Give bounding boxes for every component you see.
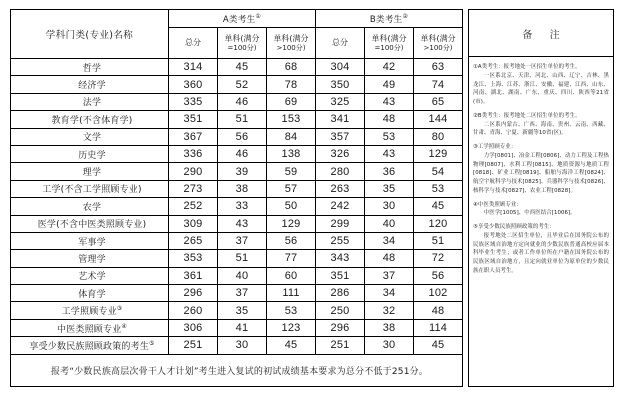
b-gt100-cell: 72 — [414, 250, 463, 267]
discipline-label: 医学(不含中医类照顾专业) — [37, 220, 147, 231]
header-group-a-label: A类考生 — [222, 14, 256, 25]
discipline-cell — [11, 128, 169, 145]
header-group-a-marker: ① — [255, 12, 262, 20]
table-row — [11, 180, 463, 197]
a-gt100-cell: 69 — [267, 93, 316, 110]
a-eq100-cell: 56 — [218, 128, 267, 145]
a-gt100-cell: 78 — [267, 76, 316, 93]
header-group-b-marker: ② — [402, 12, 409, 20]
remark-note-body: 力学[0801]、冶金工程[0806]、动力工程及工程热物理[0807]、水利工程[0815]、地质资源与地质工程[0818]、矿业工程[0819]、船舶与海洋工程[0824]、航空宇航科学与技术[0825]、兵器科学与技术[0826]、核科学与技术[0827]、农业工程[0828]。 — [473, 152, 609, 194]
discipline-label: 工学照顾专业 — [61, 307, 117, 318]
table-row — [11, 250, 463, 267]
table-row — [11, 76, 463, 93]
a-eq100-cell: 40 — [218, 267, 267, 284]
header-a-eq100-l2: =100分) — [227, 43, 257, 52]
a-eq100-cell: 39 — [218, 163, 267, 180]
a-eq100-cell: 51 — [218, 250, 267, 267]
b-eq100-cell: 32 — [365, 302, 414, 319]
a-gt100-cell: 57 — [267, 180, 316, 197]
a-gt100-cell: 77 — [267, 250, 316, 267]
b-total-cell: 250 — [316, 302, 365, 319]
header-a-gt100-l2: >100分) — [276, 43, 306, 52]
header-b-gt100 — [414, 28, 463, 59]
a-total-cell: 251 — [169, 337, 218, 354]
a-total-cell: 314 — [169, 59, 218, 76]
b-eq100-cell: 38 — [365, 319, 414, 336]
discipline-cell — [11, 163, 169, 180]
b-total-cell: 251 — [316, 337, 365, 354]
discipline-cell — [11, 215, 169, 232]
header-group-b-label: B类考生 — [369, 14, 403, 25]
discipline-marker: ③ — [116, 305, 123, 313]
header-a-eq100 — [218, 28, 267, 59]
table-row — [11, 319, 463, 336]
a-gt100-cell: 153 — [267, 111, 316, 128]
b-total-cell: 263 — [316, 180, 365, 197]
discipline-cell — [11, 250, 169, 267]
score-table — [10, 9, 463, 387]
discipline-marker: ⑤ — [149, 339, 155, 347]
table-header — [11, 10, 463, 59]
discipline-cell — [11, 145, 169, 162]
a-total-cell: 296 — [169, 285, 218, 302]
b-total-cell: 341 — [316, 111, 365, 128]
b-total-cell: 357 — [316, 128, 365, 145]
b-eq100-cell: 49 — [365, 76, 414, 93]
discipline-label: 农学 — [82, 202, 102, 213]
b-gt100-cell: 144 — [414, 111, 463, 128]
discipline-cell — [11, 93, 169, 110]
discipline-cell — [11, 285, 169, 302]
a-gt100-cell: 53 — [267, 302, 316, 319]
discipline-cell — [11, 59, 169, 76]
a-eq100-cell: 38 — [218, 180, 267, 197]
table-row — [11, 285, 463, 302]
a-eq100-cell: 51 — [218, 111, 267, 128]
b-gt100-cell: 120 — [414, 215, 463, 232]
discipline-marker: ④ — [121, 322, 127, 330]
b-eq100-cell: 43 — [365, 93, 414, 110]
b-eq100-cell: 30 — [365, 337, 414, 354]
a-eq100-cell: 33 — [218, 198, 267, 215]
a-eq100-cell: 30 — [218, 337, 267, 354]
discipline-label: 军事学 — [78, 237, 106, 248]
discipline-label: 艺术学 — [78, 272, 106, 283]
a-eq100-cell: 43 — [218, 215, 267, 232]
table-row — [11, 302, 463, 319]
a-gt100-cell: 111 — [267, 285, 316, 302]
table-row — [11, 198, 463, 215]
a-gt100-cell: 50 — [267, 198, 316, 215]
b-eq100-cell: 34 — [365, 232, 414, 249]
b-total-cell: 280 — [316, 163, 365, 180]
remark-note — [473, 112, 609, 138]
b-gt100-cell: 114 — [414, 319, 463, 336]
table-row — [11, 337, 463, 354]
footnote-text: 报考“少数民族高层次骨干人才计划”考生进入复试的初试成绩基本要求为总分不低于251分。 — [11, 354, 463, 386]
b-gt100-cell: 51 — [414, 232, 463, 249]
a-eq100-cell: 37 — [218, 232, 267, 249]
a-total-cell: 361 — [169, 267, 218, 284]
header-a-gt100 — [267, 28, 316, 59]
a-total-cell: 290 — [169, 163, 218, 180]
score-table-container — [10, 9, 462, 387]
table-row — [11, 59, 463, 76]
remark-note — [473, 143, 609, 196]
remark-note-title: ④中医类照顾专业： — [473, 201, 522, 208]
remark-note-title: ②B类考生：报考地处二区招生单位的考生。 — [473, 112, 581, 119]
discipline-cell — [11, 111, 169, 128]
remark-note-title: ⑤享受少数民族照顾政策的考生： — [473, 224, 555, 230]
discipline-cell — [11, 76, 169, 93]
a-total-cell: 265 — [169, 232, 218, 249]
a-eq100-cell: 52 — [218, 76, 267, 93]
discipline-label: 教育学(不含体育学) — [51, 115, 133, 126]
remark-note-body: 报考地处二区招生单位，且毕业后在国务院公布的民族区域自治地方定向就业的少数民族普通高校应届本科毕业生考生；或者工作单位所在户籍在国务院公布的民族区域自治地方，且定向就业单位为原单位的少数民族在职人员考生。 — [473, 232, 609, 274]
b-gt100-cell: 54 — [414, 163, 463, 180]
a-total-cell: 273 — [169, 180, 218, 197]
b-gt100-cell: 80 — [414, 128, 463, 145]
remark-note-body: 一区系北京、天津、河北、山西、辽宁、吉林、黑龙江、上海、江苏、浙江、安徽、福建、江西、山东、河南、湖北、湖南、广东、重庆、四川、陕西等21省(市)。 — [473, 72, 609, 105]
b-gt100-cell: 56 — [414, 267, 463, 284]
a-total-cell: 353 — [169, 250, 218, 267]
discipline-label: 中医类照顾专业 — [57, 324, 122, 335]
header-discipline: 学科门类(专业)名称 — [11, 10, 169, 59]
a-gt100-cell: 60 — [267, 267, 316, 284]
table-row — [11, 232, 463, 249]
b-eq100-cell: 37 — [365, 267, 414, 284]
header-a-gt100-l1: 单科(满分 — [273, 34, 309, 44]
b-total-cell: 286 — [316, 285, 365, 302]
b-gt100-cell: 48 — [414, 302, 463, 319]
a-eq100-cell: 37 — [218, 285, 267, 302]
b-total-cell: 296 — [316, 319, 365, 336]
a-gt100-cell: 138 — [267, 145, 316, 162]
b-gt100-cell: 45 — [414, 198, 463, 215]
a-gt100-cell: 56 — [267, 232, 316, 249]
discipline-cell — [11, 302, 169, 319]
b-gt100-cell: 102 — [414, 285, 463, 302]
a-gt100-cell: 45 — [267, 337, 316, 354]
a-total-cell: 336 — [169, 145, 218, 162]
discipline-cell — [11, 319, 169, 336]
remark-note — [473, 63, 609, 107]
b-eq100-cell: 53 — [365, 128, 414, 145]
header-b-gt100-l2: >100分) — [423, 43, 453, 52]
b-eq100-cell: 48 — [365, 111, 414, 128]
table-footer — [11, 354, 463, 386]
b-total-cell: 350 — [316, 76, 365, 93]
discipline-label: 文学 — [82, 133, 102, 144]
b-eq100-cell: 40 — [365, 215, 414, 232]
b-total-cell: 299 — [316, 215, 365, 232]
b-eq100-cell: 30 — [365, 198, 414, 215]
b-gt100-cell: 63 — [414, 59, 463, 76]
header-b-eq100 — [365, 28, 414, 59]
remark-note — [473, 201, 609, 219]
b-eq100-cell: 48 — [365, 250, 414, 267]
b-total-cell: 326 — [316, 145, 365, 162]
discipline-cell — [11, 180, 169, 197]
b-eq100-cell: 34 — [365, 285, 414, 302]
header-b-gt100-l1: 单科(满分 — [420, 34, 456, 44]
discipline-label: 经济学 — [78, 81, 106, 92]
remark-note-body: 二区系内蒙古、广西、海南、贵州、云南、西藏、甘肃、青海、宁夏、新疆等10省(区)。 — [473, 121, 609, 137]
b-total-cell: 242 — [316, 198, 365, 215]
header-b-total: 总分 — [316, 28, 365, 59]
remarks-content — [469, 57, 613, 386]
discipline-cell — [11, 337, 169, 354]
remarks-title: 备 注 — [469, 10, 613, 57]
a-eq100-cell: 41 — [218, 319, 267, 336]
b-eq100-cell: 42 — [365, 59, 414, 76]
a-eq100-cell: 45 — [218, 59, 267, 76]
b-gt100-cell: 74 — [414, 76, 463, 93]
discipline-cell — [11, 232, 169, 249]
b-gt100-cell: 65 — [414, 93, 463, 110]
discipline-cell — [11, 198, 169, 215]
a-gt100-cell: 129 — [267, 215, 316, 232]
table-row — [11, 163, 463, 180]
b-gt100-cell: 53 — [414, 180, 463, 197]
discipline-label: 哲学 — [82, 63, 102, 74]
header-group-b — [316, 10, 463, 28]
header-a-eq100-l1: 单科(满分 — [224, 34, 260, 44]
header-b-eq100-l2: =100分) — [374, 43, 404, 52]
header-group-a — [169, 10, 316, 28]
table-row — [11, 111, 463, 128]
discipline-label: 体育学 — [78, 289, 106, 300]
b-total-cell: 325 — [316, 93, 365, 110]
b-gt100-cell: 45 — [414, 337, 463, 354]
b-eq100-cell: 43 — [365, 145, 414, 162]
a-total-cell: 335 — [169, 93, 218, 110]
table-body — [11, 59, 463, 355]
table-row — [11, 145, 463, 162]
a-total-cell: 367 — [169, 128, 218, 145]
discipline-label: 享受少数民族照顾政策的考生 — [29, 341, 149, 352]
discipline-label: 管理学 — [78, 254, 106, 265]
discipline-label: 历史学 — [78, 150, 106, 161]
document-layout — [10, 9, 614, 387]
remark-note-body: 中医学[1005]、中西医结合[1006]。 — [483, 210, 576, 217]
b-gt100-cell: 129 — [414, 145, 463, 162]
a-total-cell: 360 — [169, 76, 218, 93]
discipline-cell — [11, 267, 169, 284]
a-total-cell: 309 — [169, 215, 218, 232]
header-b-eq100-l1: 单科(满分 — [371, 34, 407, 44]
table-row — [11, 128, 463, 145]
discipline-label: 理学 — [82, 168, 102, 179]
b-eq100-cell: 36 — [365, 163, 414, 180]
table-row — [11, 215, 463, 232]
table-row — [11, 93, 463, 110]
remark-note — [473, 223, 609, 276]
discipline-label: 工学(不含工学照顾专业) — [42, 185, 142, 196]
a-eq100-cell: 46 — [218, 145, 267, 162]
header-a-total: 总分 — [169, 28, 218, 59]
table-row — [11, 267, 463, 284]
b-total-cell: 304 — [316, 59, 365, 76]
a-total-cell: 260 — [169, 302, 218, 319]
remark-note-title: ③工学照顾专业： — [473, 144, 517, 150]
a-total-cell: 306 — [169, 319, 218, 336]
b-total-cell: 343 — [316, 250, 365, 267]
a-eq100-cell: 46 — [218, 93, 267, 110]
a-total-cell: 351 — [169, 111, 218, 128]
a-gt100-cell: 84 — [267, 128, 316, 145]
a-gt100-cell: 59 — [267, 163, 316, 180]
a-total-cell: 252 — [169, 198, 218, 215]
a-gt100-cell: 68 — [267, 59, 316, 76]
b-eq100-cell: 35 — [365, 180, 414, 197]
a-gt100-cell: 123 — [267, 319, 316, 336]
a-eq100-cell: 35 — [218, 302, 267, 319]
b-total-cell: 255 — [316, 232, 365, 249]
remark-note-title: ①A类考生：报考地处一区招生单位的考生。 — [473, 64, 581, 70]
discipline-label: 法学 — [82, 98, 102, 109]
remarks-panel — [468, 9, 614, 387]
b-total-cell: 351 — [316, 267, 365, 284]
